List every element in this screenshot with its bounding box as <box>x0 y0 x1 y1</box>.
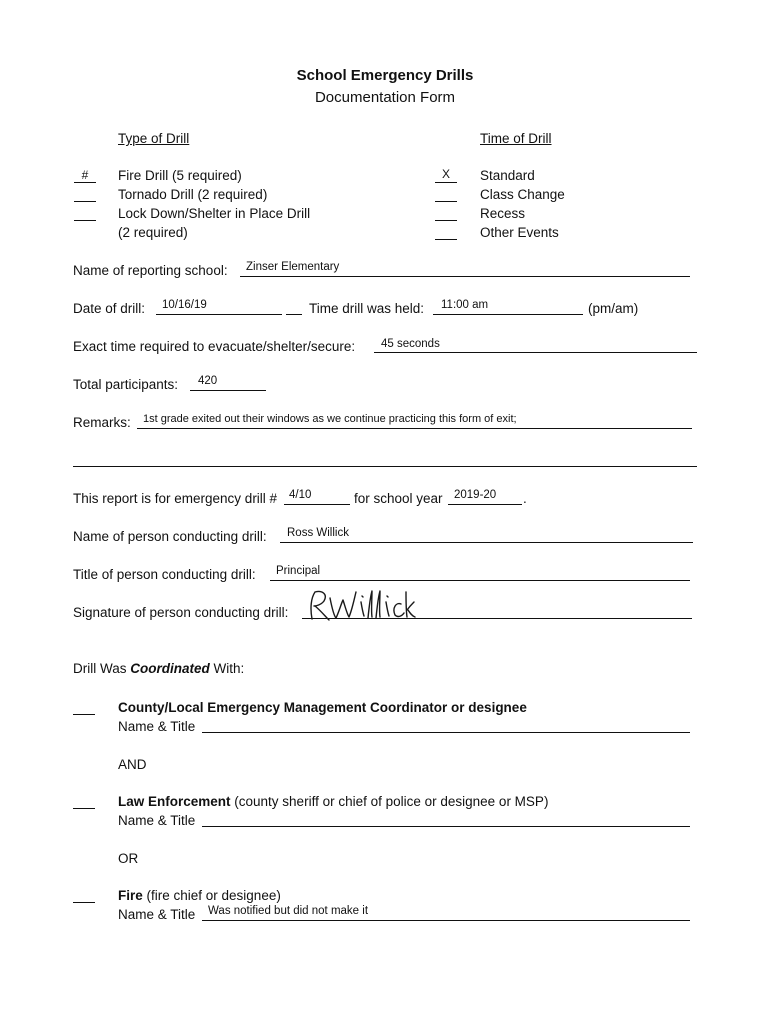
school-name-field[interactable] <box>240 276 690 277</box>
fire-name-title-label: Name & Title <box>118 907 196 922</box>
county-checkbox[interactable] <box>73 714 95 715</box>
conductor-name-field[interactable] <box>280 542 693 543</box>
remarks-label: Remarks: <box>73 415 131 430</box>
fire-drill-checkbox[interactable] <box>74 182 96 183</box>
other-events-label: Other Events <box>480 225 559 240</box>
date-label: Date of drill: <box>73 301 146 316</box>
law-enforcement-heading-rest: (county sheriff or chief of police or designee or MSP) <box>230 794 549 809</box>
tornado-drill-checkbox[interactable] <box>74 201 96 202</box>
time-of-drill-heading: Time of Drill <box>480 131 552 146</box>
county-name-title-label: Name & Title <box>118 719 196 734</box>
or-text: OR <box>118 851 139 866</box>
time-held-label: Time drill was held: <box>309 301 425 316</box>
date-value: 10/16/19 <box>162 299 207 311</box>
lockdown-drill-label-line2: (2 required) <box>118 225 188 240</box>
form-title: School Emergency Drills <box>296 67 474 84</box>
fire-drill-label: Fire Drill (5 required) <box>118 168 242 183</box>
school-year-label: for school year <box>354 491 443 506</box>
conductor-name-value: Ross Willick <box>287 527 349 539</box>
type-of-drill-heading: Type of Drill <box>118 131 190 146</box>
coordinated-suffix: With: <box>209 661 245 676</box>
law-enforcement-heading <box>118 793 548 811</box>
other-events-checkbox[interactable] <box>435 239 457 240</box>
law-name-title-field[interactable] <box>202 826 690 827</box>
report-drill-label: This report is for emergency drill # <box>73 491 278 506</box>
coordinated-heading <box>73 660 244 678</box>
fire-name-title-field[interactable] <box>202 920 690 921</box>
form-subtitle: Documentation Form <box>314 89 456 106</box>
signature-label: Signature of person conducting drill: <box>73 605 289 620</box>
evacuation-time-value: 45 seconds <box>381 338 440 350</box>
class-change-checkbox[interactable] <box>435 201 457 202</box>
conductor-title-field[interactable] <box>270 580 690 581</box>
class-change-label: Class Change <box>480 187 565 202</box>
date-field[interactable] <box>156 314 282 315</box>
signature-image <box>306 588 416 624</box>
and-text: AND <box>118 757 147 772</box>
standard-checkbox[interactable] <box>435 182 457 183</box>
remarks-field[interactable] <box>137 428 692 429</box>
time-held-suffix: (pm/am) <box>588 301 639 316</box>
report-drill-number-field[interactable] <box>284 504 350 505</box>
participants-label: Total participants: <box>73 377 179 392</box>
school-year-value: 2019-20 <box>454 489 497 501</box>
lockdown-drill-checkbox[interactable] <box>74 220 96 221</box>
remarks-value: 1st grade exited out their windows as we continue practicing this form of exit; <box>143 413 517 425</box>
fire-heading-rest: (fire chief or designee) <box>142 888 281 903</box>
remarks-field-line2[interactable] <box>73 466 697 467</box>
law-enforcement-checkbox[interactable] <box>73 808 95 809</box>
conductor-name-label: Name of person conducting drill: <box>73 529 267 544</box>
evacuation-time-label: Exact time required to evacuate/shelter/secure: <box>73 339 356 354</box>
time-held-field[interactable] <box>433 314 583 315</box>
coordinated-emphasis: Coordinated <box>130 661 210 676</box>
fire-name-title-value: Was notified but did not make it <box>208 905 369 917</box>
fire-heading-bold: Fire <box>118 888 143 903</box>
time-held-value: 11:00 am <box>441 299 489 311</box>
fire-checkbox[interactable] <box>73 902 95 903</box>
standard-label: Standard <box>480 168 535 183</box>
report-drill-number-value: 4/10 <box>289 489 312 501</box>
county-heading: County/Local Emergency Management Coordinator or designee <box>118 700 527 715</box>
tornado-drill-label: Tornado Drill (2 required) <box>118 187 268 202</box>
fire-drill-mark: # <box>81 168 89 182</box>
coordinated-prefix: Drill Was <box>73 661 131 676</box>
evacuation-time-field[interactable] <box>374 352 697 353</box>
school-year-period: . <box>523 491 527 506</box>
recess-checkbox[interactable] <box>435 220 457 221</box>
recess-label: Recess <box>480 206 526 221</box>
standard-mark: X <box>441 167 450 181</box>
participants-field[interactable] <box>190 390 266 391</box>
county-name-title-field[interactable] <box>202 732 690 733</box>
date-extra-line <box>286 314 302 315</box>
school-year-field[interactable] <box>448 504 522 505</box>
fire-heading <box>118 887 281 905</box>
conductor-title-label: Title of person conducting drill: <box>73 567 256 582</box>
law-name-title-label: Name & Title <box>118 813 196 828</box>
conductor-title-value: Principal <box>276 565 321 577</box>
school-name-label: Name of reporting school: <box>73 263 228 278</box>
school-name-value: Zinser Elementary <box>246 261 340 273</box>
lockdown-drill-label: Lock Down/Shelter in Place Drill <box>118 206 311 221</box>
law-enforcement-heading-bold: Law Enforcement <box>118 794 231 809</box>
participants-value: 420 <box>198 375 218 387</box>
